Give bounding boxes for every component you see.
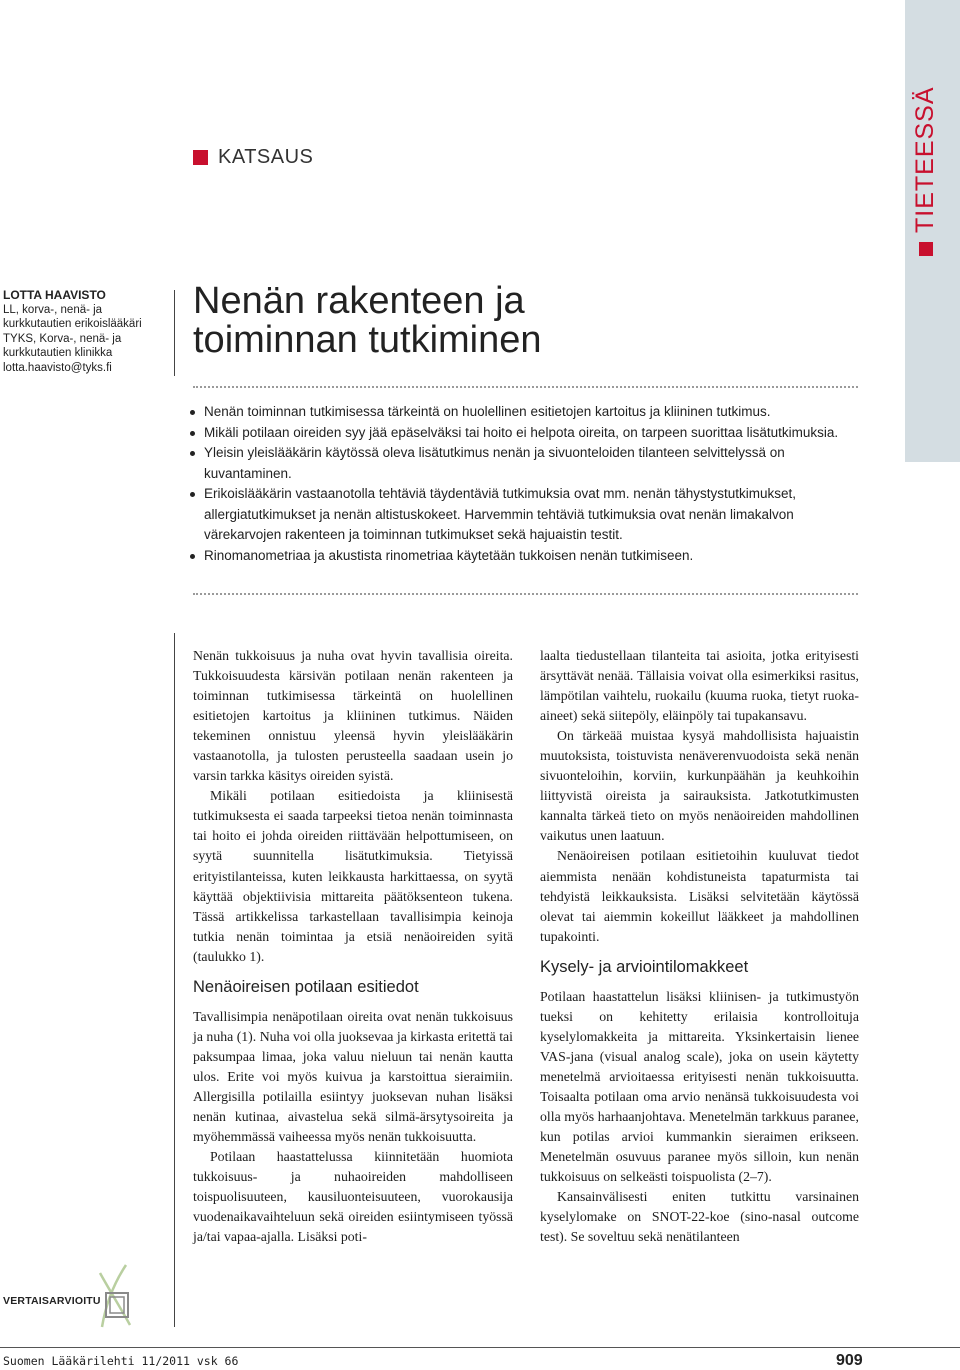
square-marker-icon <box>193 150 208 165</box>
author-email: lotta.haavisto@tyks.fi <box>3 361 112 374</box>
paragraph: On tärkeää muistaa kysyä mahdollisista hajuaistin muutoksista, toistuvista nenäverenvuodoista sekä nenän sivuonteloihin, korviin, kurkunpäähän ja keuhkoihin liittyvistä oireista ja sairauksista. Jatkotutkimusten kannalta tärkeä tieto on myös nenäoireiden mahdollinen vaikutus unen laatuun. <box>540 728 859 844</box>
divider <box>174 290 175 376</box>
summary-item <box>190 402 850 423</box>
summary-item <box>190 443 850 484</box>
section-tab-label: TIETEESSÄ <box>911 86 939 233</box>
summary-item <box>190 484 850 546</box>
bullet-icon <box>190 554 195 559</box>
summary-item <box>190 546 850 567</box>
author-block <box>3 288 171 376</box>
author-name: LOTTA HAAVISTO <box>3 288 106 302</box>
paragraph: Mikäli potilaan esitiedoista ja kliinisestä tutkimuksesta ei saada tarpeeksi tietoa nenän toiminnasta tai hoito ei johda oireiden riittävään helpottumiseen, on syytä suunnitella lisätutkimuksia. Tietyissä erityistilanteissa, kuten leikkausta harkittaessa, on syytä käyttää objektiivisia mittareita päätöksenteon tukena. Tässä artikkelissa tarkastellaan tavallisimpia keinoja tutkia nenän toimintaa ja etsiä nenäoireiden syitä (taulukko 1). <box>193 788 513 964</box>
summary-item <box>190 423 850 444</box>
subheading: Kysely- ja arviointilomakkeet <box>540 957 749 976</box>
title-line: Nenän rakenteen ja <box>193 280 525 322</box>
subheading: Nenäoireisen potilaan esitiedot <box>193 977 419 996</box>
journal-footer: Suomen Lääkärilehti 11/2011 vsk 66 <box>3 1354 239 1368</box>
body-column-left <box>193 646 513 1247</box>
divider <box>174 633 175 1327</box>
author-line: kurkkutautien erikoislääkäri <box>3 318 142 331</box>
divider <box>193 386 858 388</box>
summary-text: Nenän toiminnan tutkimisessa tärkeintä on huolellinen esitietojen kartoitus ja kliininen tutkimus. <box>204 404 771 419</box>
summary-list <box>190 402 850 566</box>
paragraph: Kansainvälisesti eniten tutkittu varsinainen kyselylomake on SNOT-22-koe (sino-nasal outcome test). Se soveltuu sekä nenätilanteen <box>540 1189 859 1245</box>
page-number: 909 <box>836 1352 863 1369</box>
section-tab <box>905 0 960 462</box>
summary-text: Rinomanometriaa ja akustista rinometriaa käytetään tukkoisen nenän tutkimiseen. <box>204 547 694 563</box>
paragraph: Nenän tukkoisuus ja nuha ovat hyvin tavallisia oireita. Tukkoisuudesta kärsivän potilaan nenän rakenteen ja toiminnan tutkimisessa tärkeintä on huolellinen esitietojen kartoitus ja kliininen tutkimus. Näiden tekeminen onnistuu yleensä hyvin yleislääkärin vastaanotolla, ja tulosten perusteella saadaan usein jo varsin tarkka käsitys oireiden syistä. <box>193 648 513 784</box>
page-title <box>193 282 893 360</box>
bullet-icon <box>190 410 195 415</box>
summary-text: Mikäli potilaan oireiden syy jää epäselväksi tai hoito ei helpota oireita, on tarpeen suorittaa lisätutkimuksia. <box>204 424 839 440</box>
summary-text: Yleisin yleislääkärin käytössä oleva lisätutkimus nenän ja sivuonteloiden tilanteen selvittelyssä on kuvantaminen. <box>204 445 785 481</box>
paragraph: laalta tiedustellaan tilanteita tai asioita, jotka erityisesti ärsyttävät nenää. Tällaisia voivat olla esimerkiksi rasitus, lämpötilan vaihtelu, ruokailu (kuuma ruoka, tietyt ruoka-aineet) sekä siitepöly, eläinpöly tai tupakansavu. <box>540 648 859 724</box>
bullet-icon <box>190 451 195 456</box>
paragraph: Tavallisimpia nenäpotilaan oireita ovat nenän tukkoisuus ja nuha (1). Nuha voi olla juoksevaa ja kirkasta eritettä tai paksumpaa limaa, joka valuu nieluun tai nenän kautta ulos. Erite voi myös kuivua ja karstoittua sieraimiin. Allergisilla potilailla esiintyy juoksevan nuhan lisäksi nenän kutinaa, aivastelua sekä silmä-ärsytysoireita ja myöhemmässä vaiheessa myös nenän tukkoisuutta. <box>193 1008 513 1145</box>
bullet-icon <box>190 431 195 436</box>
peer-review-mark-icon <box>96 1263 136 1331</box>
author-line: TYKS, Korva-, nenä- ja <box>3 332 122 345</box>
title-line: toiminnan tutkiminen <box>193 319 542 361</box>
divider <box>0 1347 960 1348</box>
divider <box>193 593 858 595</box>
paragraph: Potilaan haastattelussa kiinnitetään huomiota tukkoisuus- ja nuhaoireiden mahdolliseen toispuolisuuteen, kausiluonteisuuteen, vuorokausija vuodenaikavaihteluun sekä oireiden esiintymiseen työssä ja/tai vapaa-ajalla. Lisäksi poti- <box>193 1149 513 1245</box>
section-label: KATSAUS <box>218 146 314 168</box>
square-marker-icon <box>919 242 933 256</box>
author-line: kurkkutautien klinikka <box>3 347 113 360</box>
peer-review-label: VERTAISARVIOITU <box>3 1295 101 1307</box>
author-line: LL, korva-, nenä- ja <box>3 303 103 316</box>
summary-text: Erikoislääkärin vastaanotolla tehtäviä täydentäviä tutkimuksia ovat mm. nenän tähystystutkimukset, allergiatutkimukset ja nenän altistuskokeet. Harvemmin tehtäviä tutkimuksia ovat nenän limakalvon värekarvojen rakenteen ja toiminnan tutkimukset sekä hajuaistin testit. <box>204 486 797 542</box>
paragraph: Potilaan haastattelun lisäksi kliinisen- ja tutkimustyön tueksi on kehitetty erilaisia kontrolloituja kyselylomakkeita ja mittareita. Yksinkertaisin lienee VAS-jana (visual analog scale), joka on usein käytetty menetelmä arvioitaessa erityisesti nenän tukkoisuutta. Toisaalta potilaan oma arvio nenänsä tukkoisuudesta voi olla myös harhaanjohtava. Menetelmän tarkkuus paranee, kun potilas arvioi kummankin sieraimen erikseen. Menetelmän osuvuus paranee myös silloin, kun nenän tukkoisuus on selkeästi toispuolista (2–7). <box>540 988 859 1185</box>
bullet-icon <box>190 492 195 497</box>
body-column-right <box>540 646 859 1247</box>
paragraph: Nenäoireisen potilaan esitietoihin kuuluvat tiedot aiemmista nenään kohdistuneista tapaturmista tai tehdyistä leikkauksista. Lisäksi selvitetään käytössä olevat tai aiemmin kokeillut lääkkeet ja mahdollinen tupakointi. <box>540 848 859 944</box>
section-header <box>193 146 313 169</box>
